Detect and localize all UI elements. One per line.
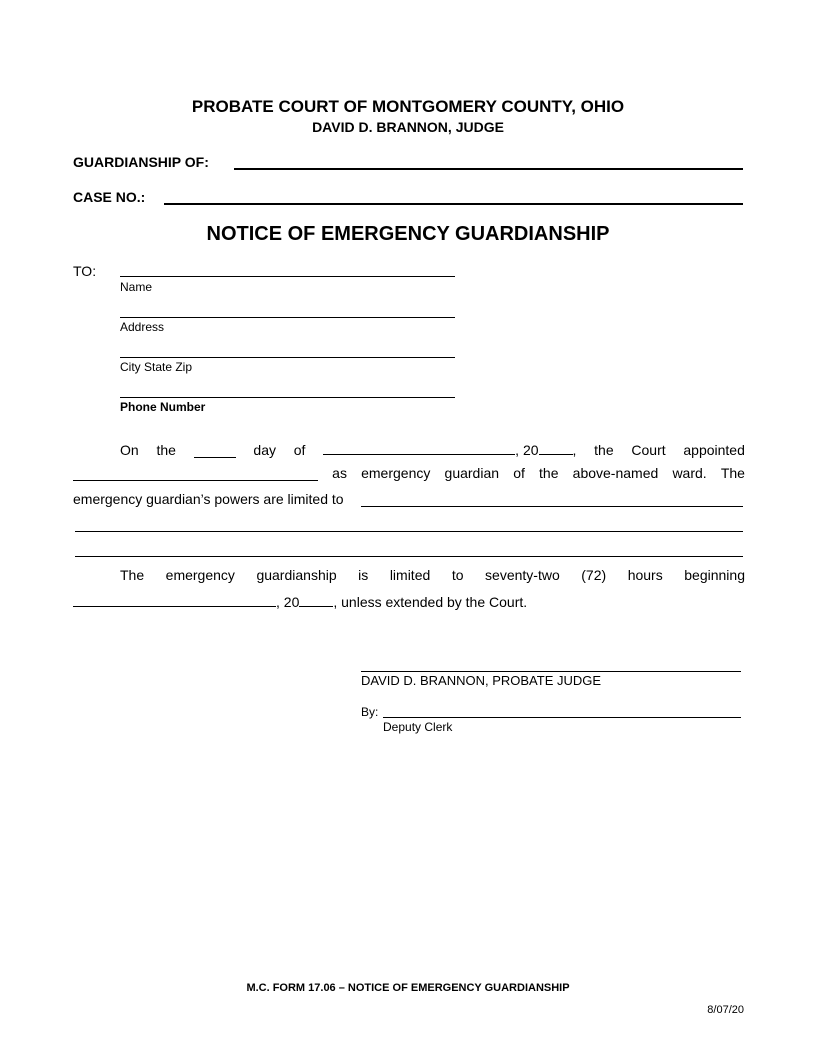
powers-text: emergency guardian’s powers are limited to <box>73 491 344 507</box>
case-no-field[interactable] <box>164 203 743 205</box>
city-state-zip-field[interactable] <box>120 357 455 358</box>
text-word: of <box>513 465 525 481</box>
text-word: limited <box>389 567 431 583</box>
text-word: , unless extended by the Court. <box>333 594 528 610</box>
text-word: , <box>572 442 577 458</box>
text-word: guardian <box>444 465 500 481</box>
text-word: of <box>293 442 306 458</box>
guardianship-field[interactable] <box>234 168 743 170</box>
guardianship-label: GUARDIANSHIP OF: <box>73 154 209 170</box>
text-word: The <box>720 465 745 481</box>
city-state-zip-label: City State Zip <box>120 360 193 374</box>
phone-label: Phone Number <box>120 400 206 414</box>
text-word: the <box>156 442 176 458</box>
text-word: the <box>594 442 614 458</box>
text-word: is <box>358 567 369 583</box>
year-field[interactable] <box>539 440 573 455</box>
guardian-name-field[interactable] <box>73 466 318 481</box>
deputy-clerk-label: Deputy Clerk <box>383 720 453 734</box>
form-title: NOTICE OF EMERGENCY GUARDIANSHIP <box>206 223 610 245</box>
text-word: hours <box>627 567 663 583</box>
powers-field-line2[interactable] <box>75 531 743 532</box>
paragraph-duration-line1 <box>120 567 745 583</box>
paragraph-appointment-line1 <box>120 440 745 458</box>
text-word: ward. <box>672 465 707 481</box>
powers-field[interactable] <box>361 506 743 507</box>
case-no-label: CASE NO.: <box>73 189 146 205</box>
text-word: Court <box>631 442 666 458</box>
paragraph-duration-line2 <box>73 592 527 610</box>
form-footer: M.C. FORM 17.06 – NOTICE OF EMERGENCY GUARDIANSHIP <box>246 982 570 994</box>
month-field[interactable] <box>323 440 515 455</box>
to-label: TO: <box>73 263 97 279</box>
address-field[interactable] <box>120 317 455 318</box>
judge-signature-field[interactable] <box>361 671 741 672</box>
text-word: the <box>539 465 559 481</box>
paragraph-appointment-line2 <box>73 465 745 481</box>
name-label: Name <box>120 280 153 294</box>
text-word: day <box>253 442 276 458</box>
text-word: On <box>120 442 139 458</box>
text-word: (72) <box>581 567 607 583</box>
day-field[interactable] <box>194 443 236 458</box>
text-word: , 20 <box>515 442 539 458</box>
text-word: appointed <box>683 442 745 458</box>
text-word: above-named <box>572 465 659 481</box>
revision-date: 8/07/20 <box>707 1004 744 1016</box>
text-word: The <box>120 567 145 583</box>
text-word: guardianship <box>256 567 337 583</box>
judge-signature-label: DAVID D. BRANNON, PROBATE JUDGE <box>361 673 602 688</box>
name-field[interactable] <box>120 276 455 277</box>
text-word: emergency <box>361 465 431 481</box>
begin-date-field[interactable] <box>73 592 276 607</box>
powers-field-line3[interactable] <box>75 556 743 557</box>
address-label: Address <box>120 320 165 334</box>
judge-name: DAVID D. BRANNON, JUDGE <box>312 119 504 135</box>
text-word: emergency <box>165 567 235 583</box>
phone-field[interactable] <box>120 397 455 398</box>
text-word: , 20 <box>276 594 300 610</box>
deputy-clerk-signature-field[interactable] <box>383 717 741 718</box>
text-word: beginning <box>684 567 745 583</box>
text-word: seventy-two <box>485 567 560 583</box>
court-title: PROBATE COURT OF MONTGOMERY COUNTY, OHIO <box>191 97 625 116</box>
text-word: as <box>332 465 347 481</box>
by-label: By: <box>361 705 379 719</box>
text-word: to <box>451 567 464 583</box>
begin-year-field[interactable] <box>299 592 333 607</box>
